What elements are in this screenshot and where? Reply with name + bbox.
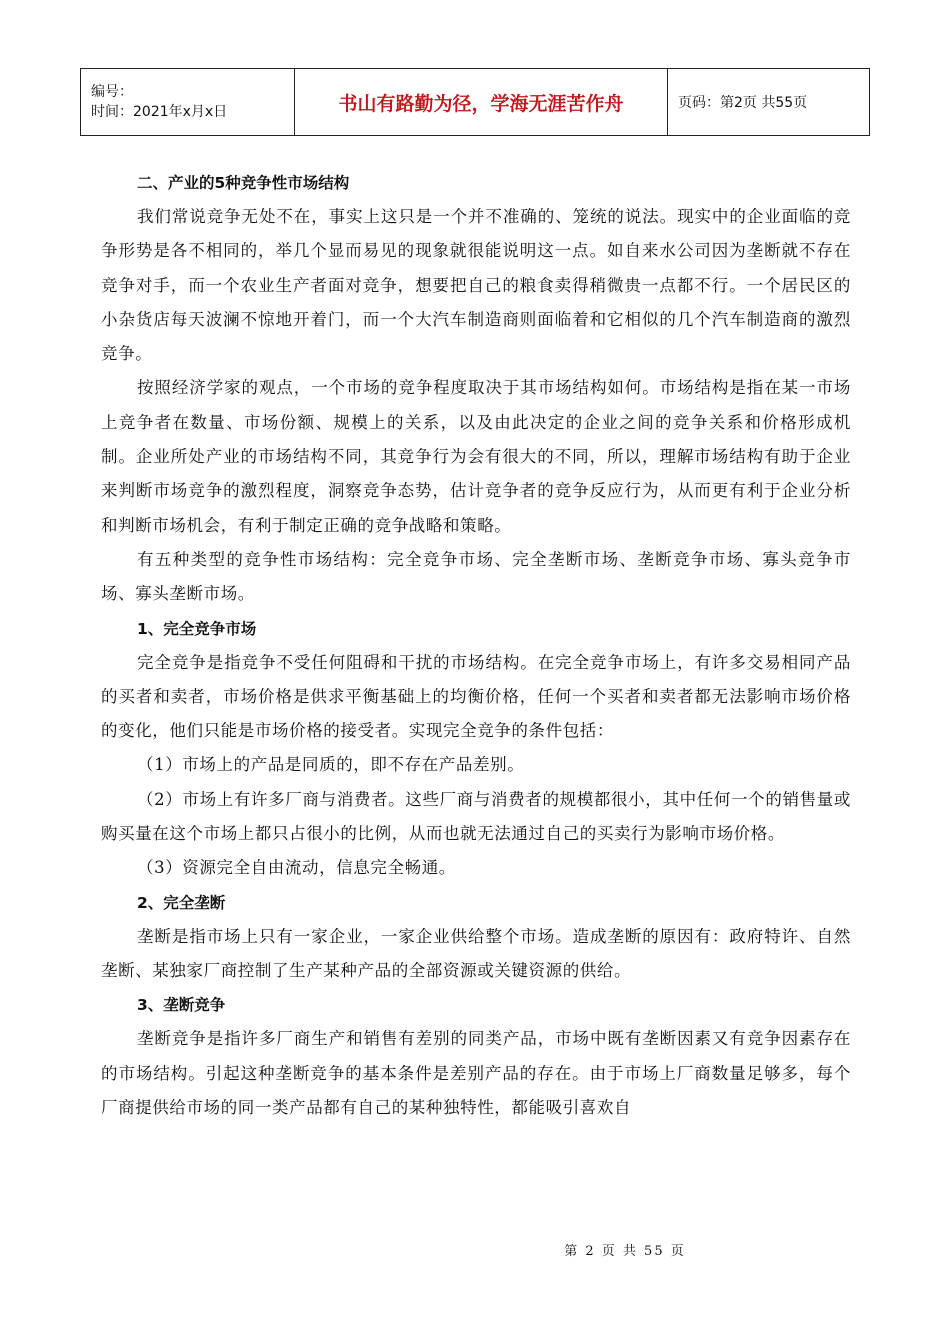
paragraph: 垄断竞争是指许多厂商生产和销售有差别的同类产品，市场中既有垄断因素又有竞争因素存在的市场结构。引起这种垄断竞争的基本条件是差别产品的存在。由于市场上厂商数量足够多，每个厂商提供给市场的同一类产品都有自己的某种独特性，都能吸引喜欢自: [101, 1029, 851, 1117]
header-meta-cell: [81, 69, 295, 136]
header-page-number: 页码：第2页 共55页: [668, 69, 870, 136]
document-code: 编号：: [91, 84, 133, 100]
subsection-title: 1、完全竞争市场: [137, 619, 257, 638]
page-footer: 第 2 页 共 55 页: [564, 1244, 686, 1259]
paragraph: 完全竞争是指竞争不受任何阻碍和干扰的市场结构。在完全竞争市场上，有许多交易相同产品的买者和卖者，市场价格是供求平衡基础上的均衡价格，任何一个买者和卖者都无法影响市场价格的变化，他们只能是市场价格的接受者。实现完全竞争的条件包括：: [101, 652, 851, 741]
list-item: （3）资源完全自由流动，信息完全畅通。: [137, 858, 456, 878]
subsection-title: 2、完全垄断: [137, 893, 226, 912]
document-date: 时间：2021年x月x日: [91, 104, 228, 120]
subsection-title: 3、垄断竞争: [137, 996, 226, 1015]
header-motto: 书山有路勤为径，学海无涯苦作舟: [295, 69, 668, 136]
page-header: [80, 68, 870, 136]
list-item: （1）市场上的产品是同质的，即不存在产品差别。: [137, 755, 525, 775]
paragraph: 按照经济学家的观点，一个市场的竞争程度取决于其市场结构如何。市场结构是指在某一市场上竞争者在数量、市场份额、规模上的关系，以及由此决定的企业之间的竞争关系和价格形成机制。企业所处产业的市场结构不同，其竞争行为会有很大的不同，所以，理解市场结构有助于企业来判断市场竞争的激烈程度，洞察竞争态势，估计竞争者的竞争反应行为，从而更有利于企业分析和判断市场机会，有利于制定正确的竞争战略和策略。: [101, 378, 851, 535]
section-title: 二、产业的5种竞争性市场结构: [137, 174, 350, 192]
list-item: （2）市场上有许多厂商与消费者。这些厂商与消费者的规模都很小，其中任何一个的销售量或购买量在这个市场上都只占很小的比例，从而也就无法通过自己的买卖行为影响市场价格。: [101, 789, 851, 844]
document-body: [101, 166, 851, 1125]
paragraph: 有五种类型的竞争性市场结构：完全竞争市场、完全垄断市场、垄断竞争市场、寡头竞争市场、寡头垄断市场。: [101, 549, 851, 604]
paragraph: 垄断是指市场上只有一家企业，一家企业供给整个市场。造成垄断的原因有：政府特许、自然垄断、某独家厂商控制了生产某种产品的全部资源或关键资源的供给。: [101, 926, 851, 980]
paragraph: 我们常说竞争无处不在，事实上这只是一个并不准确的、笼统的说法。现实中的企业面临的竞争形势是各不相同的，举几个显而易见的现象就很能说明这一点。如自来水公司因为垄断就不存在竞争对手，而一个农业生产者面对竞争，想要把自己的粮食卖得稍微贵一点都不行。一个居民区的小杂货店每天波澜不惊地开着门，而一个大汽车制造商则面临着和它相似的几个汽车制造商的激烈竞争。: [101, 207, 851, 364]
